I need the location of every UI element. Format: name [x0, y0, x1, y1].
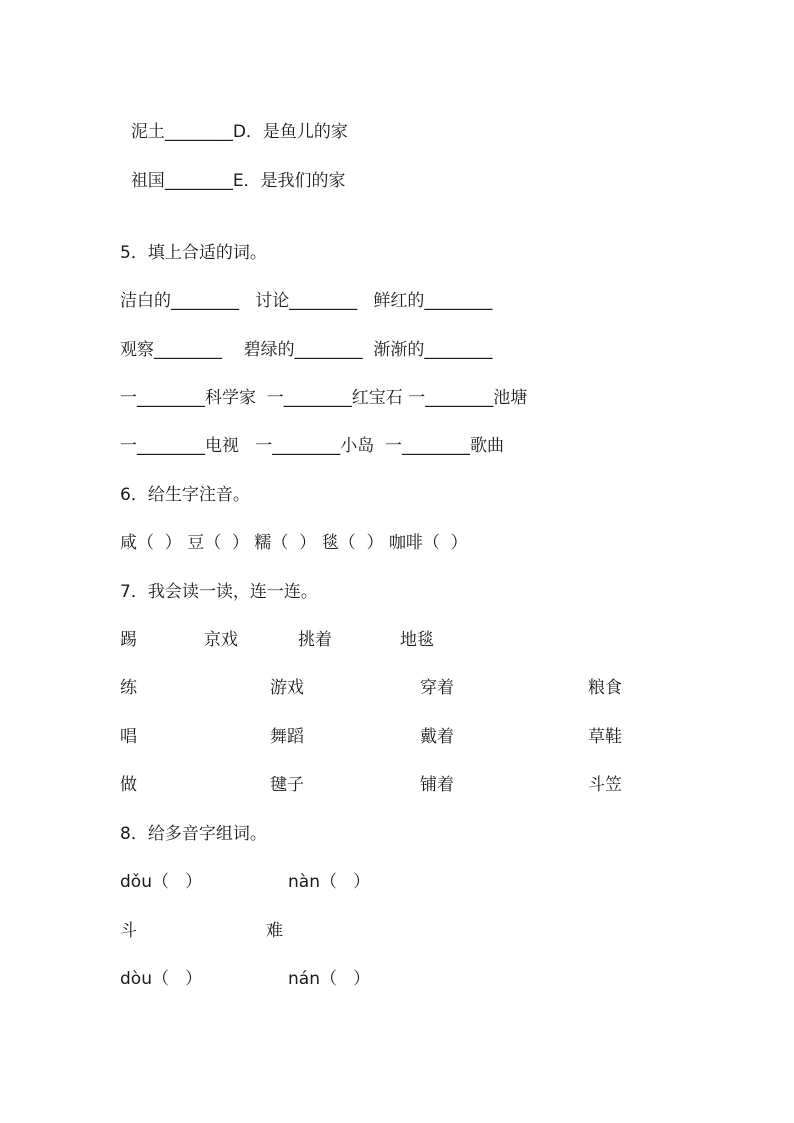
- question-5-title: 5．填上合适的词。: [120, 243, 267, 263]
- q7-word[interactable]: 戴着: [420, 727, 454, 747]
- q5-line-4: 一________电视 一________小岛 一________歌曲: [120, 436, 505, 456]
- question-7-title: 7．我会读一读，连一连。: [120, 582, 318, 602]
- q7-word[interactable]: 踢: [120, 630, 137, 650]
- q8-char-nan: 难: [266, 921, 283, 941]
- q8-pinyin-nan4[interactable]: nàn（ ）: [288, 872, 371, 892]
- q7-word[interactable]: 京戏: [204, 630, 238, 650]
- question-6-title: 6．给生字注音。: [120, 485, 250, 505]
- q7-word[interactable]: 唱: [120, 727, 137, 747]
- q7-word[interactable]: 游戏: [270, 678, 304, 698]
- match-blank[interactable]: ________: [164, 171, 233, 191]
- q8-char-dou: 斗: [120, 921, 137, 941]
- q7-word[interactable]: 铺着: [420, 775, 454, 795]
- q5-line-1: 洁白的________ 讨论________ 鲜红的________: [120, 291, 493, 311]
- q7-word[interactable]: 斗笠: [588, 775, 622, 795]
- q7-word[interactable]: 做: [120, 775, 137, 795]
- q7-word[interactable]: 挑着: [298, 630, 332, 650]
- match-left: 泥土: [130, 122, 165, 142]
- q7-word[interactable]: 毽子: [270, 775, 304, 795]
- match-row-zu-guo: [120, 148, 346, 192]
- q7-word[interactable]: 穿着: [420, 678, 454, 698]
- q6-pinyin-line: 咸（ ） 豆（ ） 糯（ ） 毯（ ） 咖啡（ ）: [120, 533, 468, 553]
- q7-word[interactable]: 草鞋: [588, 727, 622, 747]
- q7-word[interactable]: 粮食: [588, 678, 622, 698]
- match-row-ni-tu: [120, 99, 348, 143]
- q7-word[interactable]: 练: [120, 678, 137, 698]
- q5-line-2: 观察________ 碧绿的________ 渐渐的________: [120, 340, 493, 360]
- q5-line-3: 一________科学家 一________红宝石 一________池塘: [120, 388, 528, 408]
- q8-pinyin-nan2[interactable]: nán（ ）: [288, 969, 371, 989]
- match-blank[interactable]: ________: [164, 122, 233, 142]
- q8-pinyin-dou3[interactable]: dǒu（ ）: [120, 872, 203, 892]
- match-right: E．是我们的家: [232, 171, 346, 191]
- q7-word[interactable]: 舞蹈: [270, 727, 304, 747]
- q7-word[interactable]: 地毯: [400, 630, 434, 650]
- match-left: 祖国: [130, 171, 165, 191]
- q8-pinyin-dou4[interactable]: dòu（ ）: [120, 969, 203, 989]
- match-right: D．是鱼儿的家: [232, 122, 348, 142]
- question-8-title: 8．给多音字组词。: [120, 824, 267, 844]
